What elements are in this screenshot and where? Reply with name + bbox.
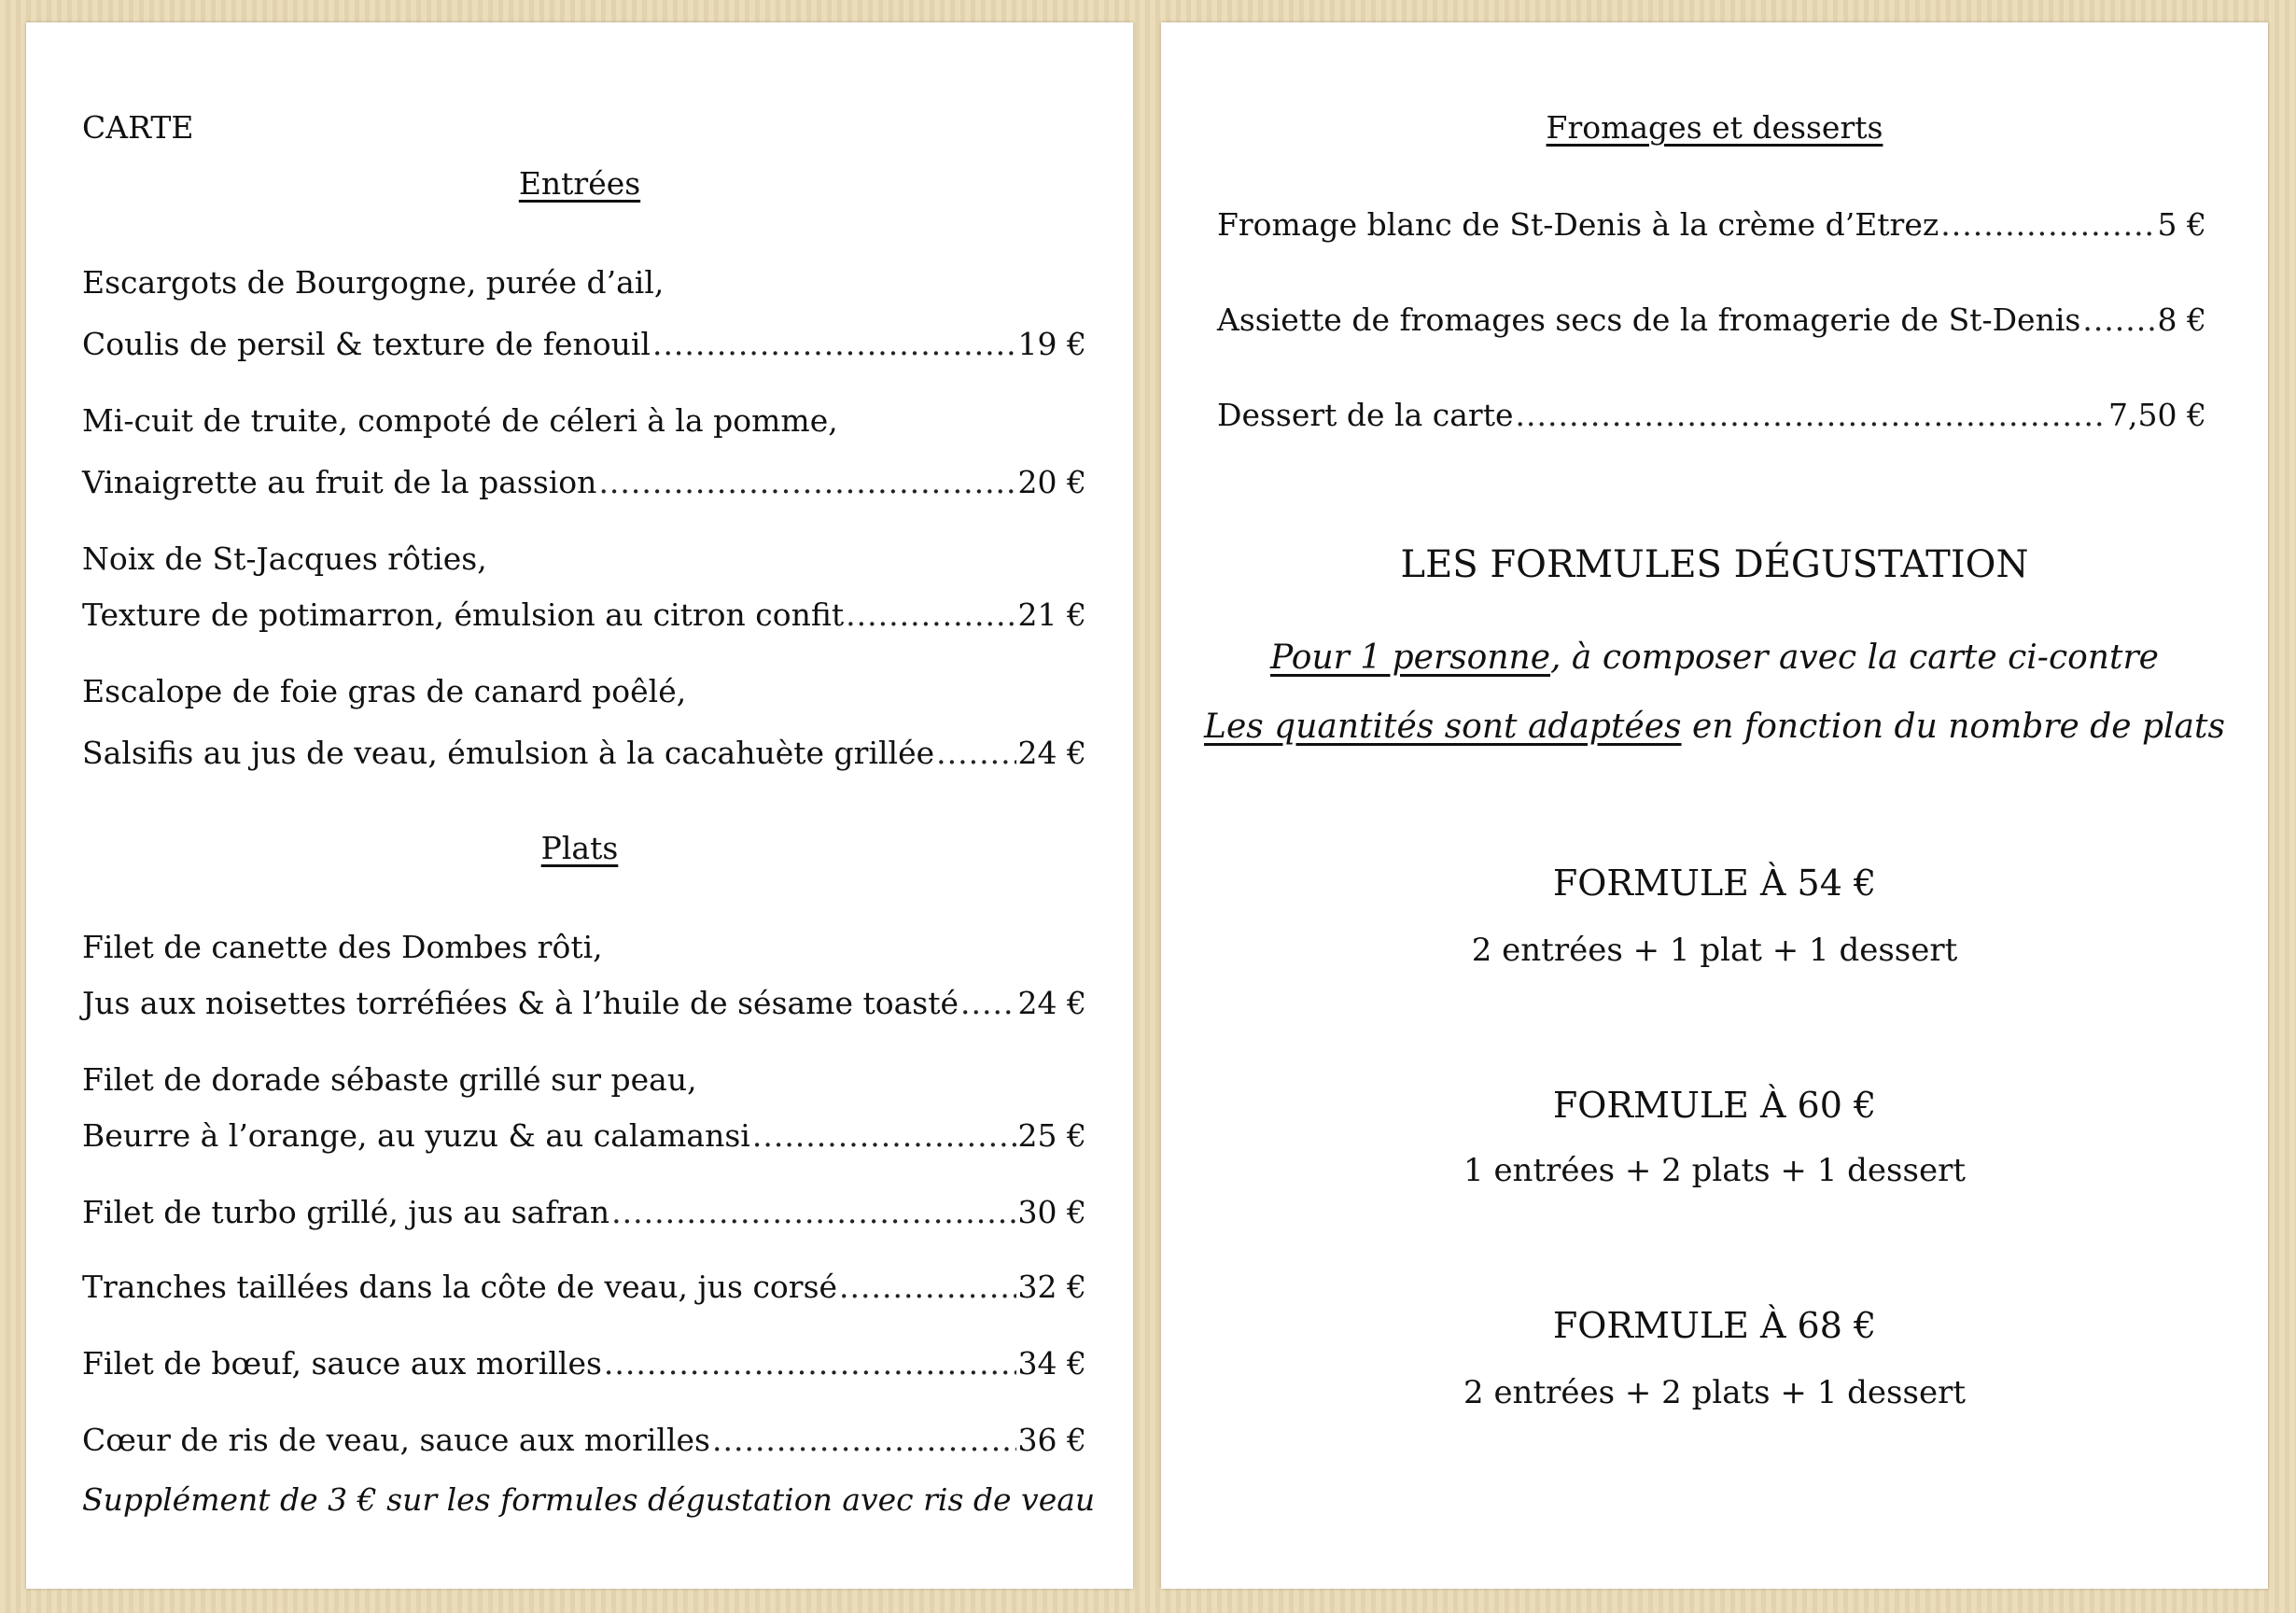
plat-4-price: 32 € [1017, 1269, 1086, 1305]
plat-6 [82, 1422, 1086, 1458]
intro-line-1-underlined: Pour 1 personne [1270, 638, 1551, 677]
entree-2-line2 [82, 464, 1086, 500]
formule-2-desc: 1 entrées + 2 plats + 1 dessert [1463, 1152, 1966, 1189]
plat-2-price: 25 € [1017, 1117, 1086, 1154]
leader-dots [604, 1348, 1016, 1379]
plat-3 [82, 1194, 1086, 1230]
formule-2-title: FORMULE À 60 € [1552, 1085, 1877, 1126]
plats-heading: Plats [540, 830, 619, 866]
plat-4-desc: Tranches taillées dans la côte de veau, jus corsé [82, 1269, 838, 1305]
plat-2-line1: Filet de dorade sébaste grillé sur peau, [82, 1061, 697, 1098]
entree-4-price: 24 € [1017, 735, 1086, 771]
formule-3-desc: 2 entrées + 2 plats + 1 dessert [1463, 1374, 1966, 1411]
intro-line-1-rest: , à composer avec la carte ci-contre [1550, 638, 2159, 677]
dessert-3-price: 7,50 € [2108, 397, 2206, 433]
entree-1-line2 [82, 326, 1086, 362]
dessert-1-name: Fromage blanc de St-Denis à la crème d’Etrez [1217, 206, 1939, 243]
plat-5-price: 34 € [1017, 1345, 1086, 1382]
plat-1-desc: Jus aux noisettes torréfiées & à l’huile de sésame toasté [82, 985, 959, 1021]
dessert-3-name: Dessert de la carte [1217, 397, 1514, 433]
entree-2-price: 20 € [1017, 464, 1086, 500]
dessert-2-name: Assiette de fromages secs de la fromagerie de St-Denis [1217, 302, 2081, 338]
entrees-heading: Entrées [518, 165, 641, 202]
supplement-note: Supplément de 3 € sur les formules dégustation avec ris de veau [82, 1481, 1096, 1518]
formule-1-title: FORMULE À 54 € [1552, 863, 1877, 904]
plat-2-line2 [82, 1117, 1086, 1154]
leader-dots [752, 1120, 1016, 1151]
leader-dots [846, 599, 1015, 630]
entree-3-line2 [82, 596, 1086, 633]
dessert-3 [1217, 397, 2206, 433]
entree-2-line1: Mi-cuit de truite, compoté de céleri à la pomme, [82, 402, 838, 439]
plat-6-price: 36 € [1017, 1422, 1086, 1458]
plat-5 [82, 1345, 1086, 1382]
carte-title: CARTE [82, 109, 194, 146]
entree-1-desc: Coulis de persil & texture de fenouil [82, 326, 651, 362]
entree-4-line2 [82, 735, 1086, 771]
intro-line-2-underlined: Les quantités sont adaptées [1204, 708, 1682, 746]
intro-line-2 [1161, 708, 2268, 746]
leader-dots [652, 329, 1016, 359]
plat-1-line2 [82, 985, 1086, 1021]
leader-dots [598, 467, 1015, 498]
desserts-heading: Fromages et desserts [1546, 109, 1883, 146]
formule-3-title: FORMULE À 68 € [1552, 1305, 1877, 1346]
plat-1-line1: Filet de canette des Dombes rôti, [82, 929, 603, 965]
menu-right-page [1161, 22, 2268, 1589]
menu-left-page [26, 22, 1133, 1589]
plat-3-price: 30 € [1017, 1194, 1086, 1230]
plat-2-desc: Beurre à l’orange, au yuzu & au calamansi [82, 1117, 750, 1154]
intro-line-1 [1161, 638, 2268, 677]
dessert-2 [1217, 302, 2206, 338]
entree-4-desc: Salsifis au jus de veau, émulsion à la cacahuète grillée [82, 735, 935, 771]
formules-heading: LES FORMULES DÉGUSTATION [1400, 543, 2029, 586]
entree-4-line1: Escalope de foie gras de canard poêlé, [82, 673, 687, 709]
entree-3-desc: Texture de potimarron, émulsion au citron confit [82, 596, 845, 633]
entree-2-desc: Vinaigrette au fruit de la passion [82, 464, 597, 500]
leader-dots [611, 1197, 1015, 1227]
dessert-1-price: 5 € [2157, 206, 2206, 243]
intro-line-2-rest: en fonction du nombre de plats [1681, 708, 2225, 746]
dessert-1 [1217, 206, 2206, 243]
leader-dots [1940, 209, 2155, 240]
formule-1-desc: 2 entrées + 1 plat + 1 dessert [1471, 932, 1958, 969]
dessert-2-price: 8 € [2157, 302, 2206, 338]
entree-3-line1: Noix de St-Jacques rôties, [82, 540, 487, 577]
leader-dots [1516, 400, 2107, 430]
leader-dots [839, 1271, 1015, 1302]
entree-3-price: 21 € [1017, 596, 1086, 633]
plat-1-price: 24 € [1017, 985, 1086, 1021]
leader-dots [936, 737, 1015, 768]
entree-1-price: 19 € [1017, 326, 1086, 362]
leader-dots [960, 988, 1015, 1018]
plat-5-desc: Filet de bœuf, sauce aux morilles [82, 1345, 602, 1382]
leader-dots [2082, 304, 2155, 335]
leader-dots [712, 1424, 1016, 1455]
entree-1-line1: Escargots de Bourgogne, purée d’ail, [82, 264, 665, 301]
plat-4 [82, 1269, 1086, 1305]
plat-6-desc: Cœur de ris de veau, sauce aux morilles [82, 1422, 710, 1458]
plat-3-desc: Filet de turbo grillé, jus au safran [82, 1194, 610, 1230]
